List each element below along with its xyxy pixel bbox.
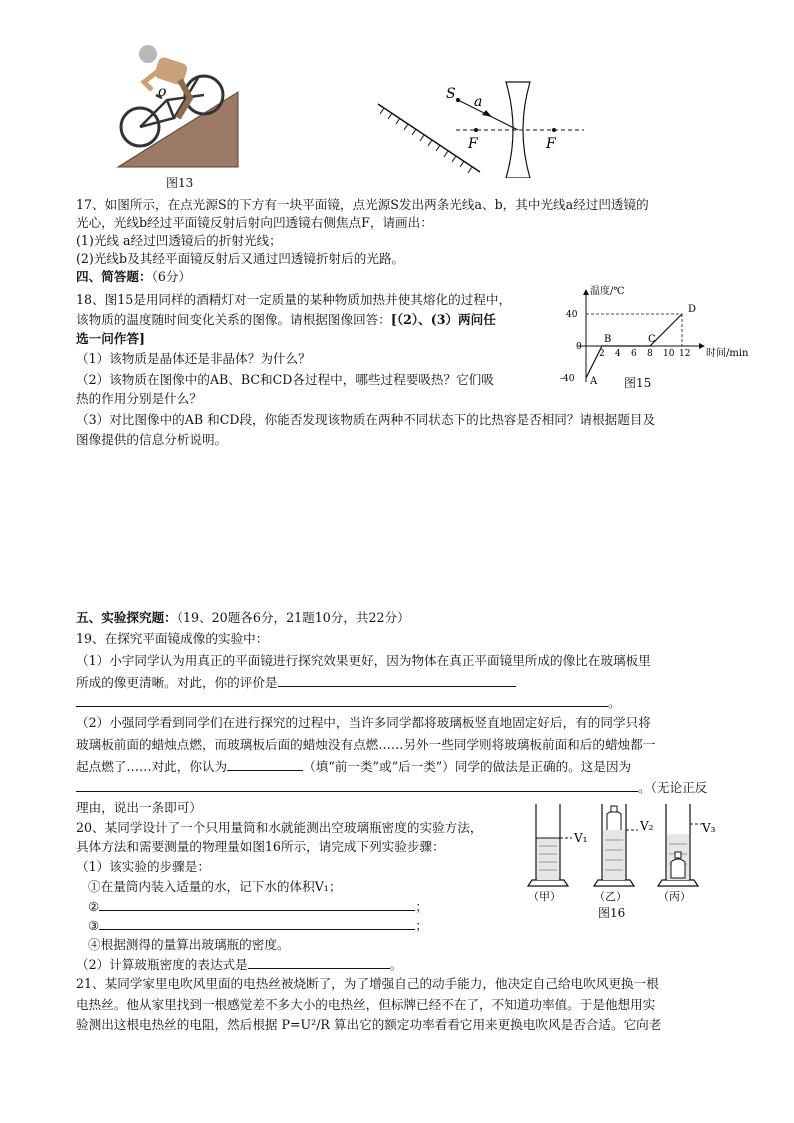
q20-step2-num: ② xyxy=(88,899,100,914)
q20-line8 xyxy=(76,955,402,973)
q18-optional-note: [（2）、(3）两问任 xyxy=(390,312,496,327)
x-axis-label: 时间/min xyxy=(706,348,749,359)
q19-answer-blank-1[interactable] xyxy=(278,673,516,687)
q20-line3: （1）该实验的步骤是： xyxy=(76,859,210,874)
q21-line1: 21、某同学家里电吹风里面的电热丝被烧断了，为了增强自己的动手能力，他决定自己给电吹风更换一根 xyxy=(76,976,659,991)
q18-line5: （2）该物质在图像中的AB、BC和CD各过程中，哪些过程要吸热？它们吸 xyxy=(76,372,494,387)
figure-15-chart xyxy=(556,284,764,388)
point-label-A: A xyxy=(590,376,598,387)
label-a: a xyxy=(474,94,483,110)
sub-caption-jia: （甲） xyxy=(528,890,561,903)
q19-line4-end: 。 xyxy=(608,695,621,710)
x-tick-label: 2 xyxy=(599,349,605,359)
q17-line2: 光心，光线b经过平面镜反射后射向凹透镜右侧焦点F，请画出： xyxy=(76,215,433,230)
x-tick-label: 12 xyxy=(679,349,691,359)
x-tick-label: 8 xyxy=(647,349,653,359)
label-V1: V₁ xyxy=(574,831,588,845)
q20-step3 xyxy=(88,916,428,934)
figure-16-caption: 图16 xyxy=(598,906,626,920)
q19-line9: 理由，说出一条即可） xyxy=(76,800,202,815)
label-V3: V₃ xyxy=(702,821,716,835)
y-tick-label: -40 xyxy=(560,374,575,384)
q19-line8-end: 。（无论正反 xyxy=(638,780,708,795)
y-tick-label: 40 xyxy=(566,310,578,320)
q19-choice-blank[interactable] xyxy=(227,757,303,771)
q18-line8: 图像提供的信息分析说明。 xyxy=(76,432,228,447)
rider-head xyxy=(139,45,157,63)
q20-line8-end: 。 xyxy=(389,957,403,972)
label-V2: V₂ xyxy=(640,819,654,833)
x-tick-label: 4 xyxy=(615,349,621,359)
q20-line2: 具体方法和需要测量的物理量如图16所示，请完成下列实验步骤： xyxy=(76,839,445,854)
point-label-B: B xyxy=(604,334,612,345)
section-5-heading xyxy=(76,609,410,626)
mirror-hatching xyxy=(380,108,472,173)
q19-line3 xyxy=(76,673,516,691)
focus-left-dot xyxy=(474,128,478,132)
cylinder-bing xyxy=(658,804,702,886)
q19-line7-text-2: （填“前一类”或“后一类”）同学的做法是正确的。这是因为 xyxy=(303,759,632,774)
q20-line1: 20、某同学设计了一个只用量筒和水就能测出空玻璃瓶密度的实验方法， xyxy=(76,820,483,835)
q19-line2: （1）小宇同学认为用真正的平面镜进行探究效果更好，因为物体在真正平面镜里所成的像比在玻璃板里 xyxy=(76,653,651,668)
point-label-D: D xyxy=(688,304,697,315)
label-o: o xyxy=(158,84,167,100)
q17-line3: (1)光线 a经过凹透镜后的折射光线； xyxy=(76,233,282,248)
q19-line3-text: 所成的像更清晰。对此，你的评价是 xyxy=(76,675,278,690)
figure-13-caption: 图13 xyxy=(166,176,194,190)
sub-caption-yi: （乙） xyxy=(594,890,627,903)
section-5-points: （19、20题各6分，21题10分，共22分） xyxy=(176,610,410,625)
q20-line8-text: （2）计算玻瓶密度的表达式是 xyxy=(76,957,248,972)
y-axis-label: 温度/℃ xyxy=(590,286,625,297)
x-tick-label: 6 xyxy=(631,349,637,359)
q20-step2-end: ； xyxy=(415,899,428,914)
focus-right-dot xyxy=(552,128,556,132)
figure-lens-mirror xyxy=(374,80,590,178)
q19-reason-blank[interactable] xyxy=(76,778,638,792)
q18-line3: 选一问作答] xyxy=(76,331,145,346)
figure-13-cyclist xyxy=(112,40,244,172)
sub-caption-bing: （丙） xyxy=(658,890,691,903)
q19-line8 xyxy=(76,778,707,796)
q19-line1: 19、在探究平面镜成像的实验中： xyxy=(76,631,269,646)
q20-step3-end: ； xyxy=(415,918,428,933)
section-4-heading xyxy=(76,268,191,285)
q20-step1: ①在量筒内装入适量的水，记下水的体积V₁； xyxy=(88,879,342,894)
q18-line2 xyxy=(76,311,496,328)
q20-step2 xyxy=(88,897,428,915)
q19-line7 xyxy=(76,757,631,775)
q19-line6: 玻璃板前面的蜡烛点燃，而玻璃板后面的蜡烛没有点燃……另外一些同学则将玻璃板前面和后的蜡烛都一 xyxy=(76,737,656,752)
q18-line7: （3）对比图像中的AB 和CD段，你能否发现该物质在两种不同状态下的比热容是否相同？请根据题目及 xyxy=(76,412,656,427)
q18-line4: （1）该物质是晶体还是非晶体？为什么？ xyxy=(76,351,311,366)
q17-line4: (2)光线b及其经平面镜反射后又通过凹透镜折射后的光路。 xyxy=(76,251,405,266)
cylinder-yi xyxy=(594,804,638,886)
plane-mirror xyxy=(378,104,480,172)
q17-line1: 17、如图所示，在点光源S的下方有一块平面镜，点光源S发出两条光线a、b，其中光线a经过凹透镜的 xyxy=(76,197,649,212)
section-4-points: （6分） xyxy=(151,269,192,284)
label-F-left: F xyxy=(468,136,478,152)
q20-step3-num: ③ xyxy=(88,918,100,933)
q19-answer-blank-2[interactable] xyxy=(76,693,608,707)
section-4-title: 四、简答题： xyxy=(76,269,152,284)
q21-line3: 验测出这根电热丝的电阻，然后根据 P=U²/R 算出它的额定功率看看它用来更换电吹风是否合适。它向老 xyxy=(76,1017,662,1032)
q20-step2-blank[interactable] xyxy=(99,897,415,911)
ray-a-arrow xyxy=(482,110,492,117)
y-tick-label: 0 xyxy=(576,342,582,352)
section-5-title: 五、实验探究题： xyxy=(76,610,177,625)
figure-16-cylinders xyxy=(520,800,720,904)
cylinder-jia xyxy=(528,804,572,886)
figure-15-caption: 图15 xyxy=(624,376,652,390)
q21-line2: 电热丝。他从家里找到一根感觉差不多大小的电热丝，但标牌已经不在了，不知道功率值。于是他想用实 xyxy=(76,997,656,1012)
q19-line4 xyxy=(76,693,621,711)
q20-step4: ④根据测得的量算出玻璃瓶的密度。 xyxy=(88,937,290,952)
q20-formula-blank[interactable] xyxy=(248,955,390,969)
q19-line7-text: 起点燃了……对此，你认为 xyxy=(76,759,228,774)
q18-line2-text: 该物质的温度随时间变化关系的图像。请根据图像回答： xyxy=(76,312,391,327)
q20-step3-blank[interactable] xyxy=(99,916,415,930)
label-F-right: F xyxy=(546,136,556,152)
q19-line5: （2）小强同学看到同学们在进行探究的过程中，当许多同学都将玻璃板竖直地固定好后，有的同学只将 xyxy=(76,715,651,730)
q18-line6: 热的作用分别是什么？ xyxy=(76,391,202,406)
x-tick-label: 10 xyxy=(663,349,675,359)
q18-line1: 18、图15是用同样的酒精灯对一定质量的某种物质加热并使其熔化的过程中， xyxy=(76,292,512,307)
label-S: S xyxy=(446,86,456,102)
point-label-C: C xyxy=(648,334,656,345)
